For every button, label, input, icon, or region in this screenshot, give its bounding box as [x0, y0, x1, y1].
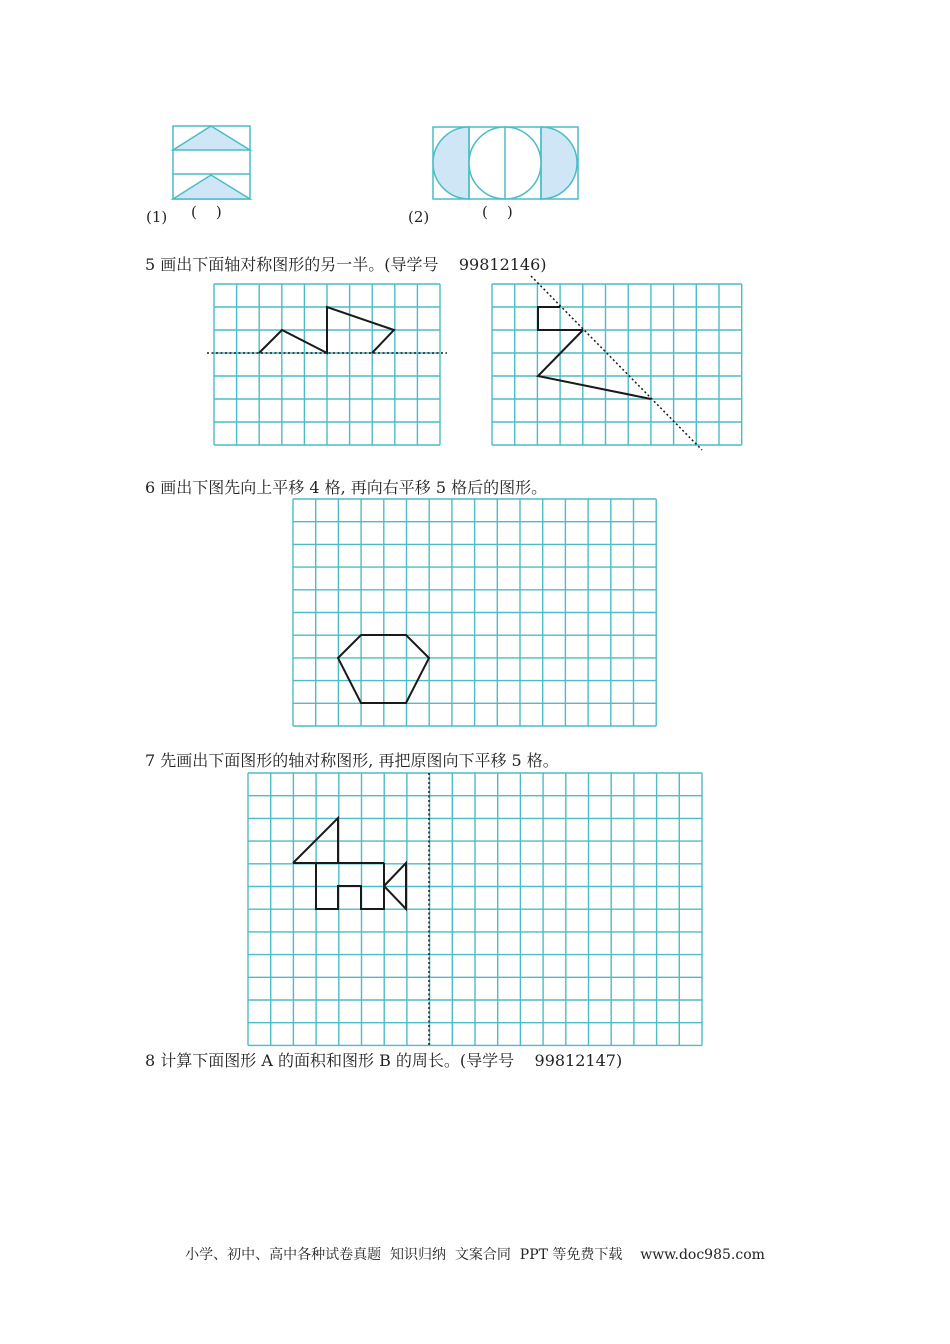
question-7-text: 7 先画出下面图形的轴对称图形, 再把原图向下平移 5 格。: [145, 751, 559, 770]
grid-lines: [293, 499, 656, 726]
figure-1-answer-blank[interactable]: ( ): [191, 203, 222, 221]
figure-1-label: (1): [146, 208, 168, 226]
symmetry-figure-1: [172, 125, 252, 201]
q7-grid: [247, 772, 705, 1048]
q5-grid-right: [490, 282, 745, 454]
q6-grid: [292, 498, 660, 730]
q5-grid-left: [205, 282, 450, 448]
question-5-text: 5 画出下面轴对称图形的另一半。(导学号 99812146): [145, 255, 547, 274]
symmetry-figure-2: [432, 126, 580, 202]
grid-lines: [492, 284, 742, 445]
figure-2-answer-blank[interactable]: ( ): [482, 203, 513, 221]
question-6-text: 6 画出下图先向上平移 4 格, 再向右平移 5 格后的图形。: [145, 478, 548, 497]
figure-2-label: (2): [408, 208, 430, 226]
footer-text: 小学、初中、高中各种试卷真题 知识归纳 文案合同 PPT 等免费下载 www.doc985.com: [185, 1247, 765, 1263]
question-8-text: 8 计算下面图形 A 的面积和图形 B 的周长。(导学号 99812147): [145, 1051, 623, 1070]
